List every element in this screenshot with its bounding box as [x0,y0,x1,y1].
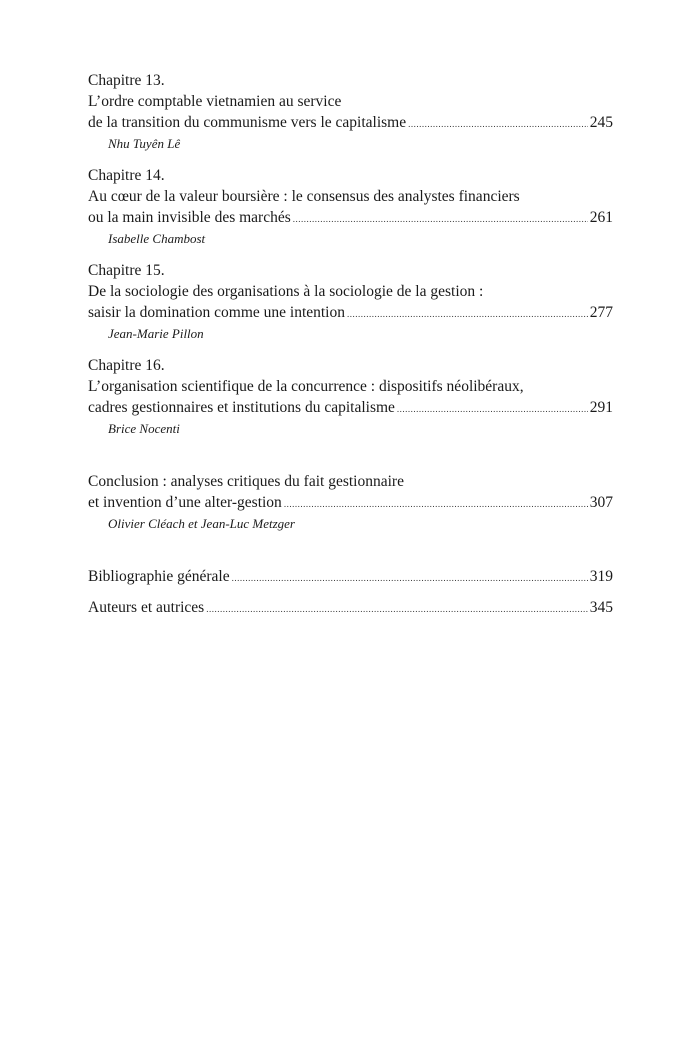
chapter-title-line: L’organisation scientifique de la concurrence : dispositifs néolibéraux, [88,378,524,395]
chapter-author: Isabelle Chambost [108,231,206,246]
table-of-contents [88,70,613,628]
dot-leader [232,568,588,589]
dot-leader [397,399,588,420]
toc-entry-chapter-15[interactable] [88,260,613,342]
dot-leader [206,599,588,620]
chapter-title-leader-line [88,302,613,325]
dot-leader [284,494,588,515]
conclusion-title-line: Conclusion : analyses critiques du fait gestionnaire [88,473,404,490]
conclusion-title-line: et invention d’une alter-gestion [88,494,282,511]
conclusion-authors: Olivier Cléach et Jean-Luc Metzger [108,516,295,531]
page-number: 291 [589,399,613,416]
page-number: 245 [589,114,613,131]
chapter-title-leader-line [88,112,613,135]
chapter-title-line: Au cœur de la valeur boursière : le consensus des analystes financiers [88,188,520,205]
dot-leader [347,304,588,325]
chapter-title-line: ou la main invisible des marchés [88,209,291,226]
chapter-label: Chapitre 14. [88,167,165,184]
chapter-author: Nhu Tuyên Lê [108,136,181,151]
chapter-title-line: L’ordre comptable vietnamien au service [88,93,342,110]
chapter-title-leader-line [88,397,613,420]
chapter-label: Chapitre 13. [88,72,165,89]
chapter-title-line: cadres gestionnaires et institutions du capitalisme [88,399,395,416]
toc-entry-chapter-14[interactable] [88,165,613,247]
dot-leader [408,114,588,135]
chapter-author: Brice Nocenti [108,421,180,436]
toc-entry-bibliography[interactable] [88,566,613,589]
toc-entry-authors[interactable] [88,597,613,620]
authors-title: Auteurs et autrices [88,599,205,616]
chapter-title-line: de la transition du communisme vers le capitalisme [88,114,407,131]
bibliography-title: Bibliographie générale [88,568,230,585]
toc-entry-conclusion[interactable] [88,471,613,532]
chapter-label: Chapitre 15. [88,262,165,279]
chapter-label: Chapitre 16. [88,357,165,374]
bibliography-leader-line [88,566,613,589]
chapter-title-line: De la sociologie des organisations à la sociologie de la gestion : [88,283,484,300]
page-number: 345 [589,599,613,616]
page-number: 319 [589,568,613,585]
toc-entry-chapter-13[interactable] [88,70,613,152]
chapter-author: Jean-Marie Pillon [108,326,204,341]
page-number: 277 [589,304,613,321]
dot-leader [293,209,588,230]
authors-leader-line [88,597,613,620]
toc-entry-chapter-16[interactable] [88,355,613,437]
page-number: 261 [589,209,613,226]
page-number: 307 [589,494,613,511]
conclusion-title-leader-line [88,492,613,515]
chapter-title-line: saisir la domination comme une intention [88,304,345,321]
chapter-title-leader-line [88,207,613,230]
